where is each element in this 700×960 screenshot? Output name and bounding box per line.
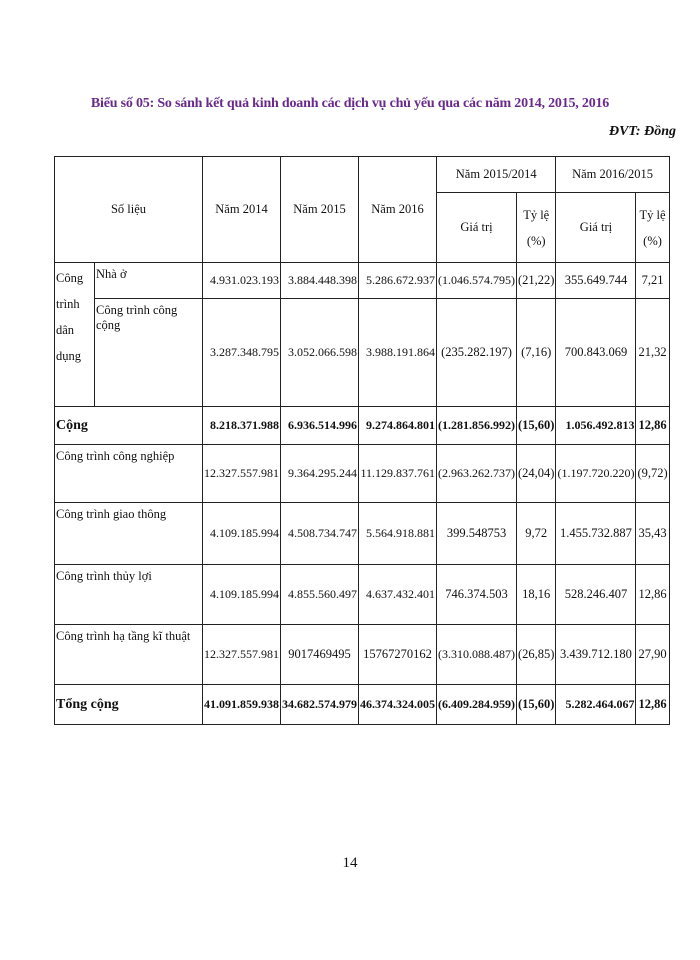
cell-tl2: 27,90 (636, 625, 669, 685)
row-label: Tổng cộng (55, 685, 203, 725)
header-cmp-2015-2014: Năm 2015/2014 (437, 157, 556, 193)
cell-tl2: 7,21 (636, 263, 669, 299)
cell-gt2: 700.843.069 (556, 299, 636, 407)
table-row (55, 685, 670, 725)
row-label: Công trình công nghiệp (55, 445, 203, 503)
page-number: 14 (342, 855, 358, 871)
cell-2014: 4.109.185.994 (203, 565, 281, 625)
cell-tl2: 12,86 (636, 685, 669, 725)
row-label: Công trình thủy lợi (55, 565, 203, 625)
cell-tl1: (26,85) (517, 625, 556, 685)
cell-2016: 3.988.191.864 (359, 299, 437, 407)
cell-2014: 4.931.023.193 (203, 263, 281, 299)
cell-2015: 34.682.574.979 (281, 685, 359, 725)
cell-2016: 5.564.918.881 (359, 503, 437, 565)
cell-gt1: 746.374.503 (437, 565, 517, 625)
row-label: Nhà ở (95, 263, 203, 299)
cell-gt1: (3.310.088.487) (437, 625, 517, 685)
cell-gt1: (1.281.856.992) (437, 407, 517, 445)
cell-2014: 41.091.859.938 (203, 685, 281, 725)
cell-gt1: (6.409.284.959) (437, 685, 517, 725)
header-cmp-2016-2015: Năm 2016/2015 (556, 157, 669, 193)
table-title: Biểu số 05: So sánh kết quả kinh doanh các dịch vụ chủ yếu qua các năm 2014, 2015, 2016 (90, 96, 610, 111)
cell-gt2: 1.455.732.887 (556, 503, 636, 565)
cell-tl2: 12,86 (636, 565, 669, 625)
header-ty-le-2: Tỷ lệ (%) (636, 193, 669, 263)
row-label: Cộng (55, 407, 203, 445)
cell-2016: 46.374.324.005 (359, 685, 437, 725)
table-row (55, 565, 670, 625)
cell-2016: 9.274.864.801 (359, 407, 437, 445)
cell-gt2: 3.439.712.180 (556, 625, 636, 685)
cell-2014: 12.327.557.981 (203, 445, 281, 503)
cell-2015: 4.508.734.747 (281, 503, 359, 565)
cell-2014: 3.287.348.795 (203, 299, 281, 407)
cell-gt2: 5.282.464.067 (556, 685, 636, 725)
header-2015: Năm 2015 (281, 157, 359, 263)
cell-tl1: (21,22) (517, 263, 556, 299)
table-row (55, 445, 670, 503)
cell-tl1: (15,60) (517, 407, 556, 445)
cell-2016: 11.129.837.761 (359, 445, 437, 503)
cell-gt1: (2.963.262.737) (437, 445, 517, 503)
cell-gt2: 355.649.744 (556, 263, 636, 299)
cell-tl1: (7,16) (517, 299, 556, 407)
header-gia-tri-1: Giá trị (437, 193, 517, 263)
cell-tl2: (9,72) (636, 445, 669, 503)
row-label: Công trình công cộng (95, 299, 203, 407)
header-2016: Năm 2016 (359, 157, 437, 263)
cell-2015: 9.364.295.244 (281, 445, 359, 503)
cell-2015: 4.855.560.497 (281, 565, 359, 625)
header-2014: Năm 2014 (203, 157, 281, 263)
cell-tl2: 21,32 (636, 299, 669, 407)
cell-tl2: 12,86 (636, 407, 669, 445)
cell-2016: 4.637.432.401 (359, 565, 437, 625)
cell-2015: 6.936.514.996 (281, 407, 359, 445)
comparison-table (54, 156, 670, 725)
cell-tl1: 9,72 (517, 503, 556, 565)
cell-2016: 15767270162 (359, 625, 437, 685)
cell-gt2: 1.056.492.813 (556, 407, 636, 445)
cell-tl1: 18,16 (517, 565, 556, 625)
unit-label: ĐVT: Đồng (608, 124, 676, 139)
cell-2015: 9017469495 (281, 625, 359, 685)
cell-2015: 3.052.066.598 (281, 299, 359, 407)
header-ty-le-1: Tỷ lệ (%) (517, 193, 556, 263)
group-label-dan-dung: Công trình dân dụng (55, 263, 95, 407)
table-row (55, 407, 670, 445)
table-row (55, 625, 670, 685)
cell-tl1: (15,60) (517, 685, 556, 725)
table-row (55, 299, 670, 407)
cell-gt1: (235.282.197) (437, 299, 517, 407)
row-label: Công trình hạ tầng kĩ thuật (55, 625, 203, 685)
cell-2016: 5.286.672.937 (359, 263, 437, 299)
cell-gt2: 528.246.407 (556, 565, 636, 625)
row-label: Công trình giao thông (55, 503, 203, 565)
cell-2014: 12.327.557.981 (203, 625, 281, 685)
cell-tl1: (24,04) (517, 445, 556, 503)
header-gia-tri-2: Giá trị (556, 193, 636, 263)
cell-gt1: 399.548753 (437, 503, 517, 565)
table-row (55, 263, 670, 299)
cell-2015: 3.884.448.398 (281, 263, 359, 299)
cell-2014: 4.109.185.994 (203, 503, 281, 565)
header-so-lieu: Số liệu (55, 157, 203, 263)
cell-gt1: (1.046.574.795) (437, 263, 517, 299)
table-row (55, 503, 670, 565)
cell-gt2: (1.197.720.220) (556, 445, 636, 503)
cell-2014: 8.218.371.988 (203, 407, 281, 445)
cell-tl2: 35,43 (636, 503, 669, 565)
